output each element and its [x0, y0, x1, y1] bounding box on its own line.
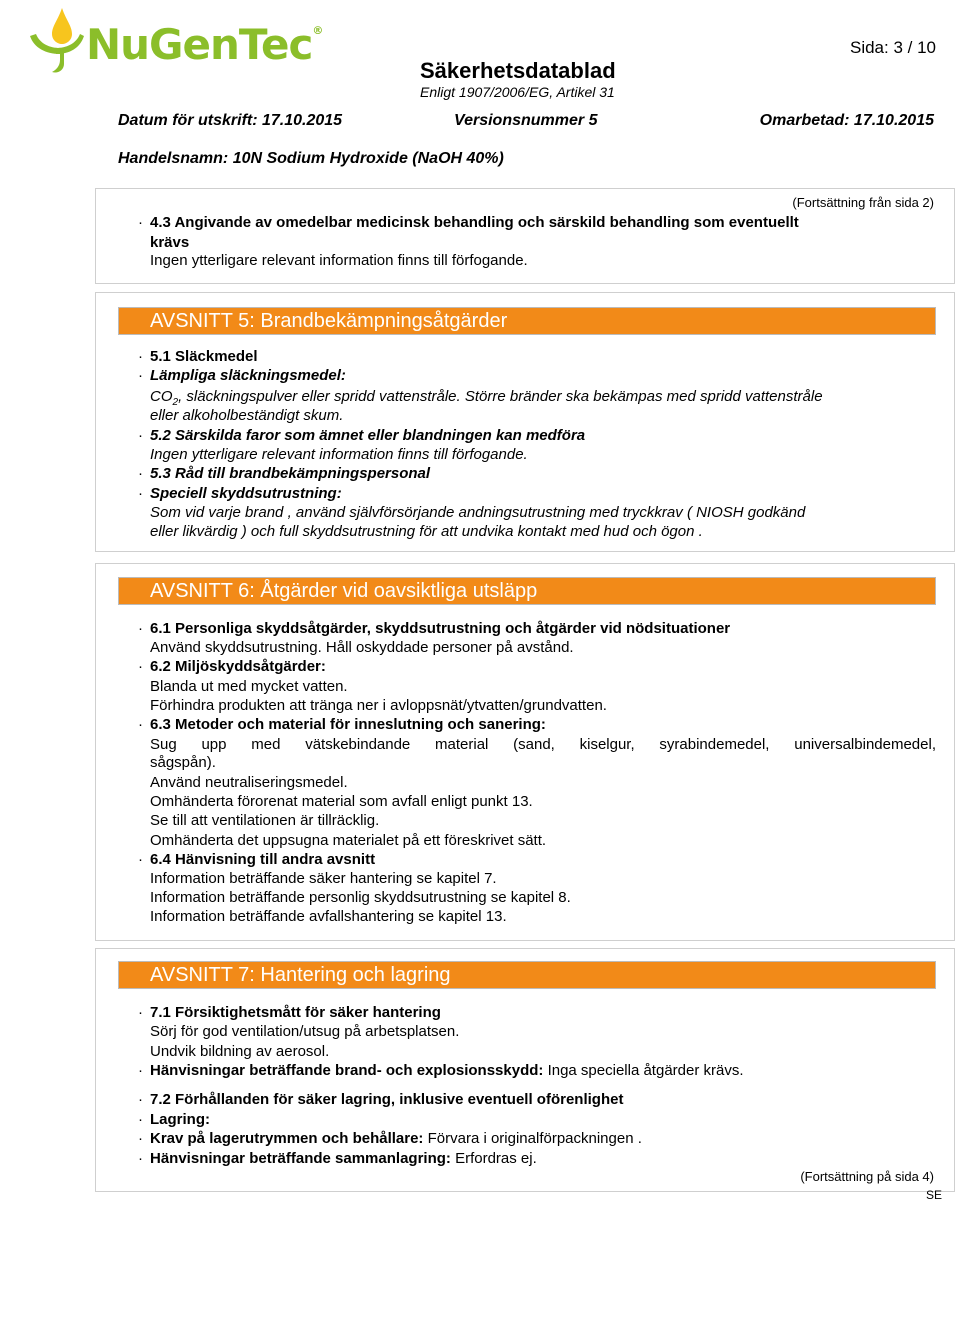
bullet: ·	[138, 214, 143, 231]
heading-6-3: 6.3 Metoder och material för inneslutning och sanering:	[150, 716, 546, 733]
trade-name: Handelsnamn: 10N Sodium Hydroxide (NaOH 40%)	[118, 150, 504, 167]
bullet: ·	[138, 1111, 143, 1128]
bullet: ·	[138, 465, 143, 482]
bullet: ·	[138, 1150, 143, 1167]
co2-subscript: 2	[172, 397, 179, 408]
heading-protective-equipment: Speciell skyddsutrustning:	[150, 485, 342, 502]
text-6-3-f: Omhänderta det uppsugna materialet på ett föreskrivet sätt.	[150, 832, 547, 849]
bullet: ·	[138, 851, 143, 868]
text-6-3-d: Omhänderta förorenat material som avfall enligt punkt 13.	[150, 793, 533, 810]
bullet: ·	[138, 620, 143, 637]
nugentec-logo	[22, 4, 323, 76]
text-4-3: Ingen ytterligare relevant information finns till förfogande.	[150, 252, 528, 269]
text-6-2-b: Förhindra produkten att tränga ner i avloppsnät/ytvatten/grundvatten.	[150, 697, 607, 714]
text-6-2-a: Blanda ut med mycket vatten.	[150, 678, 348, 695]
page-number: Sida: 3 / 10	[849, 38, 936, 57]
text-5-1-b: eller alkoholbeständigt skum.	[150, 407, 344, 424]
text-6-1: Använd skyddsutrustning. Håll oskyddade personer på avstånd.	[150, 639, 574, 656]
bullet: ·	[138, 367, 143, 384]
text-6-3-a: Sug upp med vätskebindande material (sand, kiselgur, syrabindemedel, universalbindemedel,	[150, 736, 936, 753]
text-fire-protection: Inga speciella åtgärder krävs.	[543, 1062, 744, 1079]
text-6-3-c: Använd neutraliseringsmedel.	[150, 774, 348, 791]
text-6-3-e: Se till att ventilationen är tillräcklig.	[150, 812, 380, 829]
section-7-title: AVSNITT 7: Hantering och lagring	[118, 961, 936, 989]
revised-date: Omarbetad: 17.10.2015	[759, 112, 934, 129]
text-6-4-b: Information beträffande personlig skyddsutrustning se kapitel 8.	[150, 889, 571, 906]
bullet: ·	[138, 485, 143, 502]
text-6-3-b: sågspån).	[150, 754, 216, 771]
heading-5-2: 5.2 Särskilda faror som ämnet eller blandningen kan medföra	[150, 427, 586, 444]
heading-6-2: 6.2 Miljöskyddsåtgärder:	[150, 658, 326, 675]
heading-storage: Lagring:	[150, 1111, 210, 1128]
text-5-2: Ingen ytterligare relevant information finns till förfogande.	[150, 446, 528, 463]
co2-text: CO	[150, 388, 173, 405]
registered-mark: ®	[312, 24, 323, 37]
text-5-3-a: Som vid varje brand , använd självförsörjande andningsutrustning med tryckkrav ( NIOSH godkänd	[150, 504, 806, 521]
logo-text: NuGenTec	[86, 20, 313, 69]
text-6-4-c: Information beträffande avfallshantering se kapitel 13.	[150, 908, 507, 925]
text-7-1-b: Undvik bildning av aerosol.	[150, 1043, 330, 1060]
text-co-storage: Erfordras ej.	[450, 1150, 537, 1167]
continued-from: (Fortsättning från sida 2)	[792, 195, 934, 210]
text-6-4-a: Information beträffande säker hantering se kapitel 7.	[150, 870, 497, 887]
heading-4-3: 4.3 Angivande av omedelbar medicinsk behandling och särskild behandling som eventuellt	[150, 214, 799, 231]
bullet: ·	[138, 1004, 143, 1021]
heading-storage-requirements: Krav på lagerutrymmen och behållare:	[150, 1130, 424, 1147]
text-7-1-a: Sörj för god ventilation/utsug på arbetsplatsen.	[150, 1023, 460, 1040]
heading-suitable-media: Lämpliga släckningsmedel:	[150, 367, 346, 384]
fire-protection-line	[150, 1062, 744, 1080]
text-5-3-b: eller likvärdig ) och full skyddsutrustning för att undvika kontakt med hud och ögon .	[150, 523, 703, 540]
heading-5-1: 5.1 Släckmedel	[150, 348, 258, 365]
storage-requirements-line	[150, 1130, 642, 1148]
bullet: ·	[138, 1091, 143, 1108]
text-storage-requirements: Förvara i originalförpackningen .	[423, 1130, 642, 1147]
bullet: ·	[138, 716, 143, 733]
section-5-title: AVSNITT 5: Brandbekämpningsåtgärder	[118, 307, 936, 335]
bullet: ·	[138, 348, 143, 365]
bullet: ·	[138, 427, 143, 444]
heading-6-4: 6.4 Hänvisning till andra avsnitt	[150, 851, 376, 868]
continued-to: (Fortsättning på sida 4)	[800, 1169, 934, 1184]
document-subtitle: Enligt 1907/2006/EG, Artikel 31	[420, 84, 615, 100]
heading-4-3-cont: krävs	[150, 234, 190, 251]
document-title: Säkerhetsdatablad	[420, 58, 616, 83]
bullet: ·	[138, 1062, 143, 1079]
version-number: Versionsnummer 5	[454, 112, 598, 129]
bullet: ·	[138, 658, 143, 675]
section-6-title: AVSNITT 6: Åtgärder vid oavsiktliga utsläpp	[118, 577, 936, 605]
language-code: SE	[926, 1188, 943, 1202]
print-date: Datum för utskrift: 17.10.2015	[118, 112, 343, 129]
heading-6-1: 6.1 Personliga skyddsåtgärder, skyddsutrustning och åtgärder vid nödsituationer	[150, 620, 731, 637]
text-5-1-rest: , släckningspulver eller spridd vattenstråle. Större bränder ska bekämpas med spridd vattenstråle	[178, 388, 823, 405]
heading-7-2: 7.2 Förhållanden för säker lagring, inklusive eventuell oförenlighet	[150, 1091, 624, 1108]
heading-7-1: 7.1 Försiktighetsmått för säker hantering	[150, 1004, 441, 1021]
bullet: ·	[138, 1130, 143, 1147]
logo-drop-icon	[22, 4, 86, 76]
co-storage-line	[150, 1150, 537, 1168]
heading-fire-protection: Hänvisningar beträffande brand- och explosionsskydd:	[150, 1062, 544, 1079]
heading-co-storage: Hänvisningar beträffande sammanlagring:	[150, 1150, 451, 1167]
heading-5-3: 5.3 Råd till brandbekämpningspersonal	[150, 465, 431, 482]
